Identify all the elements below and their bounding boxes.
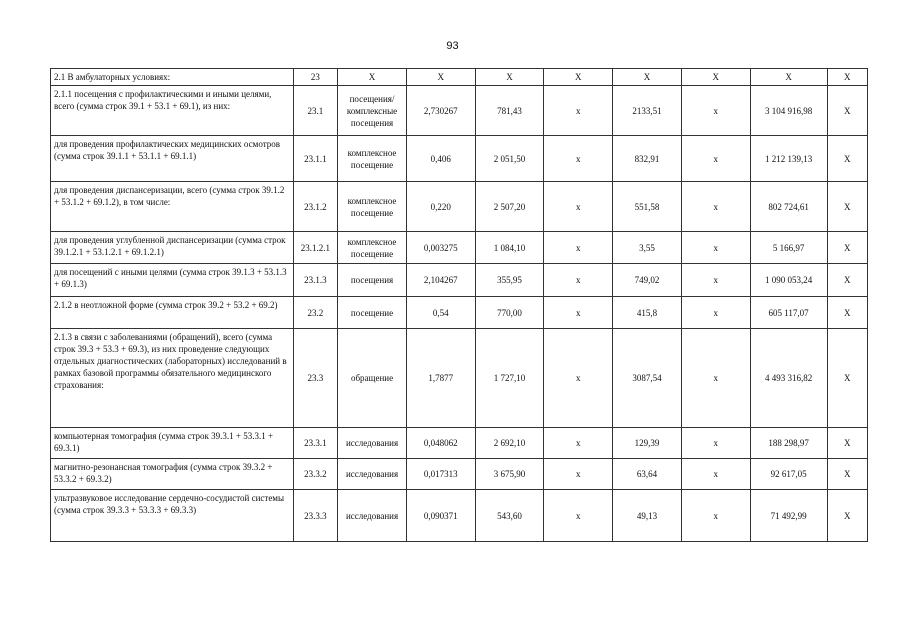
cell-code: 23.1.2 <box>293 182 337 232</box>
cell-code: 23.3 <box>293 329 337 428</box>
cell-per-capita: 832,91 <box>613 136 682 182</box>
cell-name: компьютерная томография (сумма строк 39.3.1 + 53.3.1 + 69.3.1) <box>51 428 294 459</box>
cell-cost: 2 051,50 <box>475 136 544 182</box>
cell-norm: 0,017313 <box>406 459 475 490</box>
cell-per-capita: 415,8 <box>613 297 682 329</box>
cell-name: 2.1.2 в неотложной форме (сумма строк 39.2 + 53.2 + 69.2) <box>51 297 294 329</box>
cell-per-capita: 551,58 <box>613 182 682 232</box>
cell-x: х <box>681 136 750 182</box>
cell-cost: 3 675,90 <box>475 459 544 490</box>
cell-x: Х <box>750 69 827 86</box>
cell-x: х <box>544 428 613 459</box>
table-row <box>51 182 868 232</box>
cell-x: Х <box>827 428 868 459</box>
cell-x: Х <box>827 69 868 86</box>
cell-total: 3 104 916,98 <box>750 86 827 136</box>
cell-name: для посещений с иными целями (сумма строк 39.1.3 + 53.1.3 + 69.1.3) <box>51 264 294 297</box>
cell-name: 2.1.3 в связи с заболеваниями (обращений), всего (сумма строк 39.3 + 53.3 + 69.3), из них проведение следующих отдельных диагностических (лабораторных) исследований в рамках базовой программы обязательного медицинского страхования: <box>51 329 294 428</box>
cell-x: х <box>681 264 750 297</box>
cell-x: х <box>681 459 750 490</box>
table-row <box>51 136 868 182</box>
page-number: 93 <box>446 40 459 52</box>
cell-x: х <box>544 490 613 542</box>
cell-total: 605 117,07 <box>750 297 827 329</box>
cell-x: х <box>544 329 613 428</box>
cell-total: 4 493 316,82 <box>750 329 827 428</box>
cell-x: х <box>544 232 613 264</box>
cell-per-capita: 129,39 <box>613 428 682 459</box>
cell-norm: 2,104267 <box>406 264 475 297</box>
cell-cost: 2 692,10 <box>475 428 544 459</box>
cell-per-capita: 63,64 <box>613 459 682 490</box>
cell-unit: комплексное посещение <box>338 182 407 232</box>
cell-cost: 1 084,10 <box>475 232 544 264</box>
table-row <box>51 459 868 490</box>
cell-norm: 0,090371 <box>406 490 475 542</box>
table-row <box>51 264 868 297</box>
cell-code: 23 <box>293 69 337 86</box>
cell-per-capita: 2133,51 <box>613 86 682 136</box>
table-row <box>51 297 868 329</box>
cell-x: Х <box>338 69 407 86</box>
cell-total: 5 166,97 <box>750 232 827 264</box>
cell-unit: комплексное посещение <box>338 136 407 182</box>
cell-norm: 1,7877 <box>406 329 475 428</box>
cell-x: х <box>681 182 750 232</box>
cell-code: 23.1.1 <box>293 136 337 182</box>
cell-unit: исследования <box>338 490 407 542</box>
cell-code: 23.3.1 <box>293 428 337 459</box>
section-header-row <box>51 69 868 86</box>
cell-per-capita: 49,13 <box>613 490 682 542</box>
cell-x: х <box>681 86 750 136</box>
cell-name: для проведения профилактических медицинских осмотров (сумма строк 39.1.1 + 53.1.1 + 69.1.1) <box>51 136 294 182</box>
cell-name: 2.1.1 посещения с профилактическими и иными целями, всего (сумма строк 39.1 + 53.1 + 69.1), из них: <box>51 86 294 136</box>
cell-x: х <box>544 264 613 297</box>
cell-x: х <box>681 232 750 264</box>
cell-x: х <box>544 297 613 329</box>
cell-code: 23.3.2 <box>293 459 337 490</box>
cell-name: для проведения углубленной диспансеризации (сумма строк 39.1.2.1 + 53.1.2.1 + 69.1.2.1) <box>51 232 294 264</box>
cell-x: Х <box>827 297 868 329</box>
cell-x: х <box>544 136 613 182</box>
cell-x: х <box>681 297 750 329</box>
cell-unit: посещение <box>338 297 407 329</box>
cell-x: Х <box>827 459 868 490</box>
cell-norm: 2,730267 <box>406 86 475 136</box>
cell-x: Х <box>827 136 868 182</box>
cell-per-capita: 3,55 <box>613 232 682 264</box>
cell-x: х <box>681 428 750 459</box>
cell-name: магнитно-резонансная томография (сумма строк 39.3.2 + 53.3.2 + 69.3.2) <box>51 459 294 490</box>
cell-code: 23.1.3 <box>293 264 337 297</box>
cell-total: 1 090 053,24 <box>750 264 827 297</box>
cost-table <box>50 68 868 542</box>
cell-cost: 1 727,10 <box>475 329 544 428</box>
table-row <box>51 490 868 542</box>
cell-x: Х <box>827 264 868 297</box>
cell-name: ультразвуковое исследование сердечно-сосудистой системы (сумма строк 39.3.3 + 53.3.3 + 69.3.3) <box>51 490 294 542</box>
cell-x: Х <box>827 329 868 428</box>
cell-name: 2.1 В амбулаторных условиях: <box>51 69 294 86</box>
cell-x: Х <box>544 69 613 86</box>
cell-x: Х <box>827 232 868 264</box>
cell-unit: исследования <box>338 459 407 490</box>
cell-total: 92 617,05 <box>750 459 827 490</box>
cell-x: х <box>681 329 750 428</box>
table-row <box>51 428 868 459</box>
cell-norm: 0,048062 <box>406 428 475 459</box>
cell-x: Х <box>827 86 868 136</box>
cell-x: х <box>544 86 613 136</box>
cell-x: Х <box>406 69 475 86</box>
cell-x: Х <box>681 69 750 86</box>
cell-per-capita: 749,02 <box>613 264 682 297</box>
cell-total: 71 492,99 <box>750 490 827 542</box>
cell-x: Х <box>475 69 544 86</box>
cell-unit: посещения/комплексные посещения <box>338 86 407 136</box>
cell-x: х <box>544 459 613 490</box>
cell-total: 188 298,97 <box>750 428 827 459</box>
cell-x: Х <box>827 490 868 542</box>
cell-norm: 0,406 <box>406 136 475 182</box>
cell-cost: 781,43 <box>475 86 544 136</box>
cell-code: 23.2 <box>293 297 337 329</box>
cell-cost: 770,00 <box>475 297 544 329</box>
table-row <box>51 232 868 264</box>
cell-unit: посещения <box>338 264 407 297</box>
cell-cost: 355,95 <box>475 264 544 297</box>
cell-code: 23.1 <box>293 86 337 136</box>
cell-code: 23.3.3 <box>293 490 337 542</box>
cell-cost: 543,60 <box>475 490 544 542</box>
cell-cost: 2 507,20 <box>475 182 544 232</box>
cell-per-capita: 3087,54 <box>613 329 682 428</box>
cell-name: для проведения диспансеризации, всего (сумма строк 39.1.2 + 53.1.2 + 69.1.2), в том числе: <box>51 182 294 232</box>
cell-unit: комплексное посещение <box>338 232 407 264</box>
cell-x: Х <box>613 69 682 86</box>
cell-total: 802 724,61 <box>750 182 827 232</box>
cell-x: х <box>544 182 613 232</box>
table-row <box>51 329 868 428</box>
cell-norm: 0,220 <box>406 182 475 232</box>
cell-unit: обращение <box>338 329 407 428</box>
cell-unit: исследования <box>338 428 407 459</box>
cell-norm: 0,003275 <box>406 232 475 264</box>
cell-total: 1 212 139,13 <box>750 136 827 182</box>
cell-x: х <box>681 490 750 542</box>
cell-code: 23.1.2.1 <box>293 232 337 264</box>
cell-x: Х <box>827 182 868 232</box>
table-row <box>51 86 868 136</box>
cell-norm: 0,54 <box>406 297 475 329</box>
